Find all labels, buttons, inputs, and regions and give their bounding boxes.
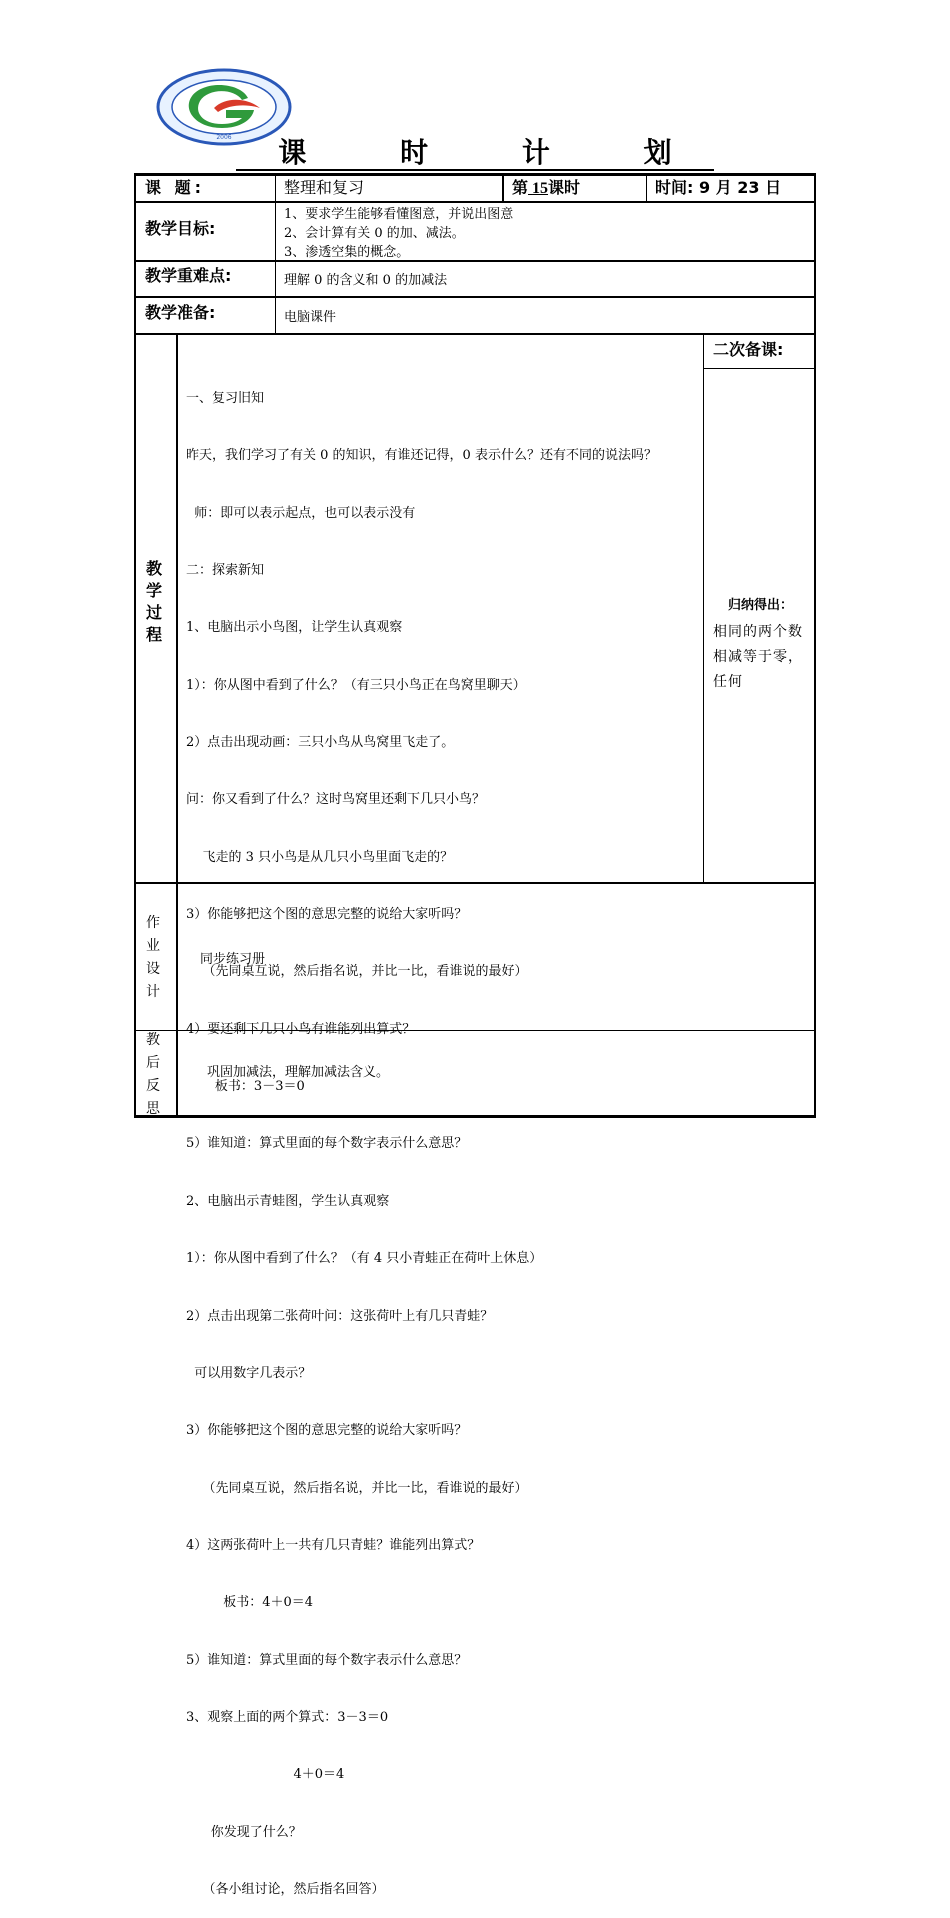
process-line: 1）：你从图中看到了什么？（有三只小鸟正在鸟窝里聊天） (186, 677, 526, 693)
process-line: 5）谁知道：算式里面的每个数字表示什么意思？ (186, 1136, 468, 1152)
process-line: 2）点击出现动画：三只小鸟从鸟窝里飞走了。 (186, 735, 455, 751)
process-line: （先同桌互说，然后指名说，并比一比，看谁说的最好） (186, 1480, 528, 1496)
process-line: 问：你又看到了什么？这时鸟窝里还剩下几只小鸟？ (186, 792, 486, 808)
process-line: 飞走的 3 只小鸟是从几只小鸟里面飞走的？ (186, 849, 454, 865)
homework-label: 作 业 设 计 (146, 915, 160, 1000)
table-border-left (134, 173, 136, 1118)
row-divider (134, 296, 816, 298)
col-divider (502, 173, 504, 203)
process-line: 5）谁知道：算式里面的每个数字表示什么意思？ (186, 1652, 468, 1668)
table-border-right (814, 173, 816, 1118)
process-line: 3）你能够把这个图的意思完整的说给大家听吗？ (186, 907, 468, 923)
preparation-value: 电脑课件 (284, 310, 337, 325)
second-prep-label: 二次备课: (713, 340, 784, 359)
conclusion-line: 任何 (713, 674, 743, 690)
process-line: 4＋0＝4 (186, 1767, 345, 1783)
lesson-number: 第 15课时 (512, 178, 581, 197)
svg-text:2006: 2006 (216, 134, 232, 141)
process-line: 1、电脑出示小鸟图，让学生认真观察 (186, 620, 403, 636)
process-line: 师：即可以表示起点，也可以表示没有 (186, 505, 416, 521)
process-line: 3）你能够把这个图的意思完整的说给大家听吗？ (186, 1423, 468, 1439)
topic-value: 整理和复习 (284, 178, 365, 197)
process-line: 4）这两张荷叶上一共有几只青蛙？谁能列出算式？ (186, 1537, 481, 1553)
row-divider (134, 201, 816, 203)
homework-value: 同步练习册 (200, 952, 266, 967)
col-divider (176, 333, 178, 1118)
process-line: 板书：4＋0＝4 (186, 1595, 314, 1611)
process-line: 板书：3－3＝0 (186, 1079, 305, 1095)
row-divider (134, 260, 816, 262)
lesson-time: 时间: 9 月 23 日 (655, 178, 782, 197)
goal-item: 3、渗透空集的概念。 (284, 245, 410, 260)
goal-item: 1、要求学生能够看懂图意，并说出图意 (284, 207, 514, 222)
process-content (186, 351, 657, 1918)
process-line: 2、电脑出示青蛙图，学生认真观察 (186, 1193, 390, 1209)
process-line: 3、观察上面的两个算式：3－3＝0 (186, 1709, 389, 1725)
process-line: 昨天，我们学习了有关 0 的知识，有谁还记得，0 表示什么？还有不同的说法吗？ (186, 448, 657, 464)
preparation-label: 教学准备: (145, 303, 216, 322)
process-line: 2）点击出现第二张荷叶问：这张荷叶上有几只青蛙？ (186, 1308, 494, 1324)
conclusion-line: 相同的两个数 (713, 624, 803, 640)
process-line: 你发现了什么？ (186, 1824, 302, 1840)
goal-item: 2、会计算有关 0 的加、减法。 (284, 226, 465, 241)
process-line: 1）：你从图中看到了什么？（有 4 只小青蛙正在荷叶上休息） (186, 1251, 543, 1267)
process-line: （先同桌互说，然后指名说，并比一比，看谁说的最好） (186, 964, 528, 980)
col-divider (275, 173, 276, 334)
reflection-label: 教 后 反 思 (146, 1032, 160, 1117)
process-line: 一、复习旧知 (186, 391, 265, 406)
process-line: 二：探索新知 (186, 563, 265, 579)
table-border-top (134, 173, 816, 176)
process-line: 可以用数字几表示？ (186, 1365, 312, 1381)
topic-label: 课 题: (145, 178, 205, 197)
conclusion-label: 归纳得出： (728, 598, 794, 613)
col-divider (646, 173, 647, 203)
row-divider (134, 333, 816, 335)
key-points-value: 理解 0 的含义和 0 的加减法 (284, 273, 448, 288)
col-divider (703, 333, 704, 884)
row-divider (703, 368, 816, 369)
goals-label: 教学目标: (145, 219, 216, 238)
key-points-label: 教学重难点: (145, 266, 232, 285)
page-title: 课 时 计 划 (0, 131, 950, 171)
reflection-value: 巩固加减法，理解加减法含义。 (207, 1065, 390, 1080)
process-line: （各小组讨论，然后指名回答） (186, 1881, 385, 1897)
process-label: 教 学 过 程 (145, 559, 162, 644)
conclusion-line: 相减等于零， (713, 649, 803, 665)
process-line: 4）要还剩下几只小鸟有谁能列出算式？ (186, 1021, 416, 1037)
